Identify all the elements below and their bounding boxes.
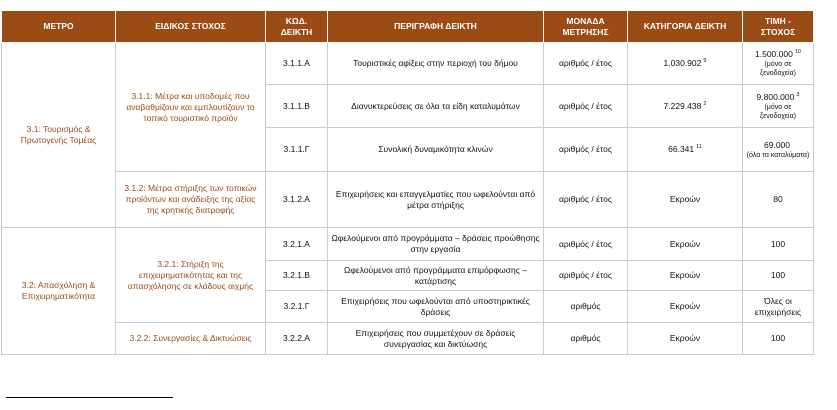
code-cell: 3.2.1.Γ <box>266 291 328 323</box>
target-cell: Όλες οι επιχειρήσεις <box>743 291 814 323</box>
category-cell: Εκροών <box>628 323 743 355</box>
goal-cell: 3.1.1: Μέτρα και υποδομές που αναβαθμίζουν και εμπλουτίζουν το τοπικό τουριστικό προϊόν <box>116 43 266 172</box>
header-code: ΚΩΔ. ΔΕΙΚΤΗ <box>266 11 328 43</box>
code-cell: 3.1.1.Β <box>266 85 328 128</box>
category-cell: Εκροών <box>628 172 743 228</box>
category-cell: 7.229.438 $^2$ <box>628 85 743 128</box>
target-cell: 69.000 (όλα τα καταλύματα) <box>743 128 814 172</box>
indicators-table <box>1 10 814 355</box>
table-row <box>2 43 814 85</box>
description-cell: Συνολική δυναμικότητα κλινών <box>328 128 544 172</box>
category-cell: 66.341 $^{11}$ <box>628 128 743 172</box>
description-cell: Επιχειρήσεις που ωφελούνται από υποστηρικτικές δράσεις <box>328 291 544 323</box>
unit-cell: αριθμός <box>544 323 628 355</box>
header-measure: ΜΕΤΡΟ <box>2 11 116 43</box>
category-cell: 1.030.902 $^9$ <box>628 43 743 85</box>
goal-cell: 3.2.1: Στήριξη της επιχειρηματικότητας και της απασχόλησης σε κλάδους αιχμής <box>116 228 266 323</box>
code-cell: 3.1.2.Α <box>266 172 328 228</box>
header-unit: ΜΟΝΑΔΑ ΜΕΤΡΗΣΗΣ <box>544 11 628 43</box>
footnote-separator <box>6 397 173 398</box>
table-row <box>2 323 814 355</box>
description-cell: Επιχειρήσεις που συμμετέχουν σε δράσεις συνεργασίας και δικτύωσης <box>328 323 544 355</box>
unit-cell: αριθμός / έτος <box>544 261 628 291</box>
header-category: ΚΑΤΗΓΟΡΙΑ ΔΕΙΚΤΗ <box>628 11 743 43</box>
header-goal: ΕΙΔΙΚΟΣ ΣΤΟΧΟΣ <box>116 11 266 43</box>
description-cell: Τουριστικές αφίξεις στην περιοχή του δήμου <box>328 43 544 85</box>
category-cell: Εκροών <box>628 291 743 323</box>
unit-cell: αριθμός / έτος <box>544 172 628 228</box>
description-cell: Ωφελούμενοι από προγράμματα επιμόρφωσης – κατάρτισης <box>328 261 544 291</box>
unit-cell: αριθμός / έτος <box>544 85 628 128</box>
target-cell: 100 <box>743 323 814 355</box>
measure-cell: 3.2: Απασχόληση & Επιχειρηματικότητα <box>2 228 116 355</box>
header-row <box>2 11 814 43</box>
code-cell: 3.2.1.Β <box>266 261 328 291</box>
header-description: ΠΕΡΙΓΡΑΦΗ ΔΕΙΚΤΗ <box>328 11 544 43</box>
header-target: ΤΙΜΗ - ΣΤΟΧΟΣ <box>743 11 814 43</box>
code-cell: 3.1.1.Α <box>266 43 328 85</box>
target-cell: 100 <box>743 261 814 291</box>
table-row <box>2 172 814 228</box>
code-cell: 3.2.1.Α <box>266 228 328 261</box>
goal-cell: 3.1.2: Μέτρα στήριξης των τοπικών προϊόντων και ανάδειξης της αξίας της κρητικής διατροφής <box>116 172 266 228</box>
category-cell: Εκροών <box>628 228 743 261</box>
target-cell: 100 <box>743 228 814 261</box>
category-cell: Εκροών <box>628 261 743 291</box>
target-cell: 9.800.000 $^3$ (μόνο σε ξενοδοχεία) <box>743 85 814 128</box>
unit-cell: αριθμός / έτος <box>544 128 628 172</box>
description-cell: Επιχειρήσεις και επαγγελματίες που ωφελούνται από μέτρα στήριξης <box>328 172 544 228</box>
description-cell: Ωφελούμενοι από προγράμματα – δράσεις προώθησης στην εργασία <box>328 228 544 261</box>
unit-cell: αριθμός / έτος <box>544 228 628 261</box>
measure-cell: 3.1: Τουρισμός & Πρωτογενής Τομέας <box>2 43 116 228</box>
description-cell: Διανυκτερεύσεις σε όλα τα είδη καταλυμάτων <box>328 85 544 128</box>
target-cell: 1.500.000 $^{10}$ (μόνο σε ξενοδοχεία) <box>743 43 814 85</box>
unit-cell: αριθμός / έτος <box>544 43 628 85</box>
target-cell: 80 <box>743 172 814 228</box>
code-cell: 3.2.2.Α <box>266 323 328 355</box>
goal-cell: 3.2.2: Συνεργασίες & Δικτυώσεις <box>116 323 266 355</box>
code-cell: 3.1.1.Γ <box>266 128 328 172</box>
unit-cell: αριθμός <box>544 291 628 323</box>
table-row <box>2 228 814 261</box>
